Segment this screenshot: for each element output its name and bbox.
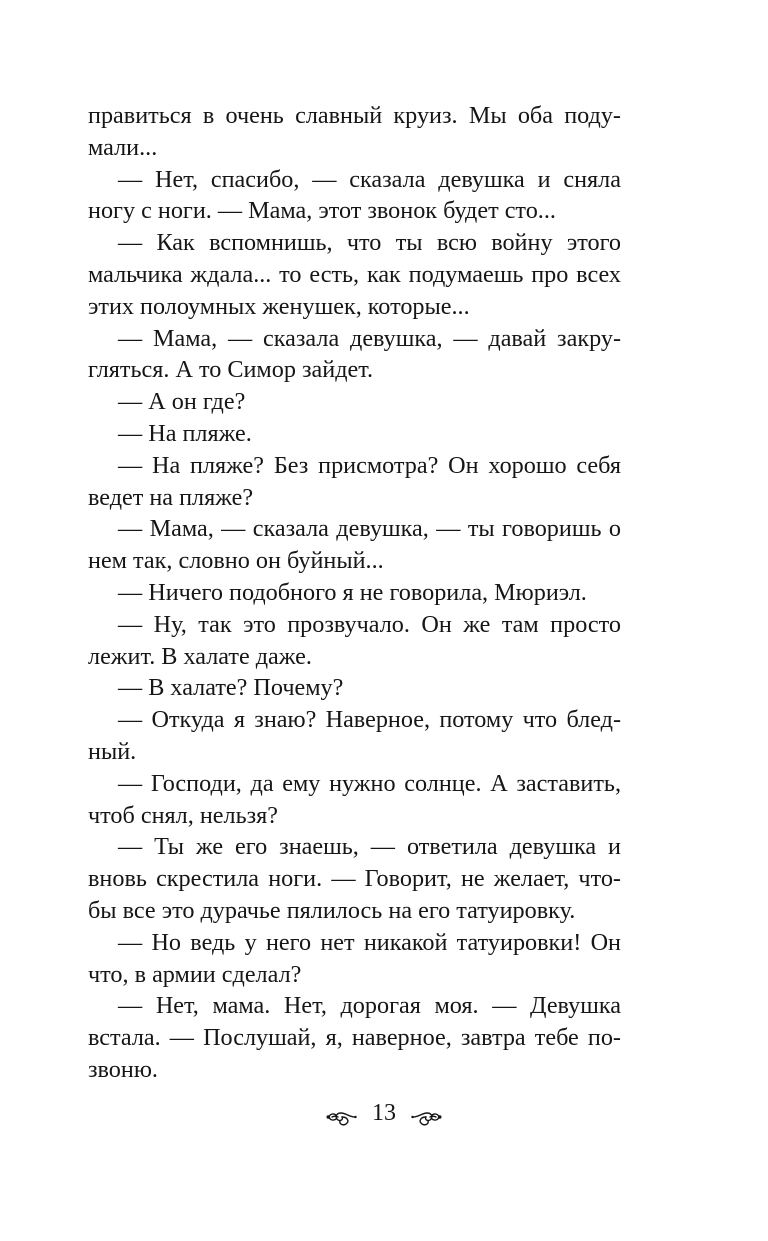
- text-line: — Но ведь у него нет никакой татуировки! Он: [118, 928, 621, 956]
- text-line: встала. — Послушай, я, наверное, завтра тебе по-: [88, 1024, 621, 1052]
- page-text: [88, 100, 621, 1086]
- text-line: вновь скрестила ноги. — Говорит, не желает, что-: [88, 865, 621, 893]
- text-line: — Как вспомнишь, что ты всю войну этого: [118, 229, 621, 257]
- page-number: 13: [372, 1100, 396, 1126]
- text-line: — Нет, спасибо, — сказала девушка и сняла: [118, 165, 621, 193]
- text-line: — Мама, — сказала девушка, — давай закру-: [118, 324, 621, 352]
- text-line: — Господи, да ему нужно солнце. А заставить,: [118, 769, 621, 797]
- text-line: ногу с ноги. — Мама, этот звонок будет сто...: [88, 197, 556, 225]
- text-line: лежит. В халате даже.: [88, 642, 312, 670]
- text-line: мальчика ждала... то есть, как подумаешь про всех: [88, 260, 621, 288]
- text-line: мали...: [88, 133, 158, 161]
- text-line: что, в армии сделал?: [88, 960, 302, 988]
- text-line: ведет на пляже?: [88, 483, 254, 511]
- text-line: этих полоумных женушек, которые...: [88, 292, 470, 320]
- text-line: — Откуда я знаю? Наверное, потому что блед-: [118, 706, 621, 734]
- text-line: гляться. А то Симор зайдет.: [88, 356, 374, 384]
- text-line: ный.: [88, 737, 137, 765]
- text-line: бы все это дурачье пялилось на его татуировку.: [88, 896, 576, 924]
- text-line: — На пляже? Без присмотра? Он хорошо себя: [118, 451, 621, 479]
- text-line: — Ничего подобного я не говорила, Мюриэл.: [118, 578, 587, 606]
- text-line: — На пляже.: [118, 419, 252, 447]
- text-line: — Ты же его знаешь, — ответила девушка и: [118, 833, 621, 861]
- flourish-right-icon: [410, 1106, 442, 1128]
- text-line: — Мама, — сказала девушка, — ты говоришь о: [118, 515, 621, 543]
- flourish-left-icon: [326, 1106, 358, 1128]
- text-line: — В халате? Почему?: [118, 674, 344, 702]
- text-line: нем так, словно он буйный...: [88, 547, 384, 575]
- text-line: — Ну, так это прозвучало. Он же там просто: [118, 610, 621, 638]
- page-footer: [0, 1099, 768, 1135]
- text-line: чтоб снял, нельзя?: [88, 801, 279, 829]
- text-line: правиться в очень славный круиз. Мы оба поду-: [88, 102, 621, 129]
- text-line: звоню.: [88, 1055, 158, 1083]
- text-line: — Нет, мама. Нет, дорогая моя. — Девушка: [118, 992, 621, 1020]
- text-line: — А он где?: [118, 388, 246, 416]
